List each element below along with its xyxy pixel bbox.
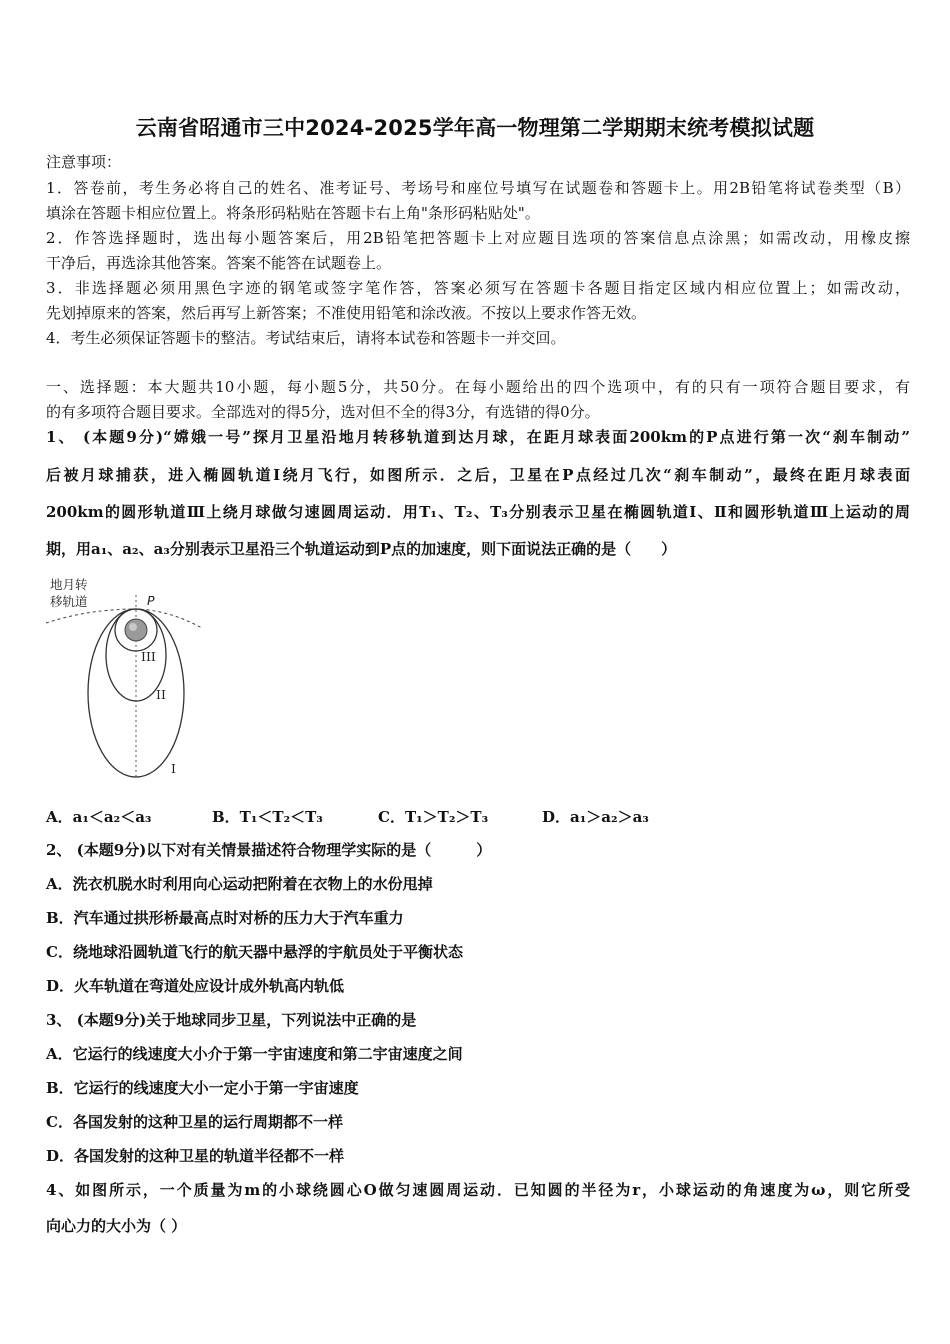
moon-icon [125, 619, 147, 641]
notice-line: 1．答卷前，考生务必将自己的姓名、准考证号、考场号和座位号填写在试题卷和答题卡上。用2B铅笔将试卷类型（B） [46, 179, 910, 197]
exam-title: 云南省昭通市三中2024-2025学年高一物理第二学期期末统考模拟试题 [135, 116, 815, 140]
q1-option-d: D．a₁＞a₂＞a₃ [542, 808, 649, 826]
label-orbit-2: II [156, 687, 166, 702]
q2-option-c: C．绕地球沿圆轨道飞行的航天器中悬浮的宇航员处于平衡状态 [46, 943, 463, 961]
label-point-p: P [147, 593, 155, 608]
label-orbit-1: I [171, 761, 176, 776]
q3-stem: 3、 (本题9分)关于地球同步卫星，下列说法中正确的是 [46, 1011, 417, 1029]
q2-option-b: B．汽车通过拱形桥最高点时对桥的压力大于汽车重力 [46, 909, 404, 927]
q3-option-c: C．各国发射的这种卫星的运行周期都不一样 [46, 1113, 343, 1131]
notice-line: 2．作答选择题时，选出每小题答案后，用2B铅笔把答题卡上对应题目选项的答案信息点涂黑；如需改动，用橡皮擦 [46, 229, 910, 247]
q2-option-d: D．火车轨道在弯道处应设计成外轨高内轨低 [46, 977, 345, 995]
q3-option-a: A．它运行的线速度大小介于第一宇宙速度和第二宇宙速度之间 [46, 1045, 463, 1063]
q2-option-a: A．洗衣机脱水时利用向心运动把附着在衣物上的水份甩掉 [46, 875, 433, 893]
q1-option-a: A．a₁＜a₂＜a₃ [46, 808, 152, 826]
q1-stem-line: 后被月球捕获，进入椭圆轨道Ⅰ绕月飞行，如图所示．之后，卫星在P点经过几次“刹车制动”，最终在距月球表面 [46, 466, 910, 484]
q1-stem-line: 1、 (本题9分)“嫦娥一号”探月卫星沿地月转移轨道到达月球，在距月球表面200km的P点进行第一次“刹车制动” [46, 428, 910, 446]
q1-option-c: C．T₁＞T₂＞T₃ [378, 808, 489, 826]
section-instructions: 的有多项符合题目要求。全部选对的得5分，选对但不全的得3分，有选错的得0分。 [46, 403, 600, 421]
notice-line: 填涂在答题卡相应位置上。将条形码粘贴在答题卡右上角"条形码粘贴处"。 [46, 204, 540, 222]
q1-stem-line: 期，用a₁、a₂、a₃分别表示卫星沿三个轨道运动到P点的加速度，则下面说法正确的是（ ） [46, 540, 677, 558]
label-transfer-orbit-2: 移轨道 [50, 594, 88, 609]
q4-stem-line: 4、如图所示，一个质量为m的小球绕圆心O做匀速圆周运动．已知圆的半径为r，小球运动的角速度为ω，则它所受 [46, 1181, 910, 1199]
q1-stem-line: 200km的圆形轨道Ⅲ上绕月球做匀速圆周运动．用T₁、T₂、T₃分别表示卫星在椭圆轨道Ⅰ、Ⅱ和圆形轨道Ⅲ上运动的周 [46, 503, 910, 521]
label-transfer-orbit-1: 地月转 [50, 577, 88, 592]
section-instructions: 一、选择题：本大题共10小题，每小题5分，共50分。在每小题给出的四个选项中，有的只有一项符合题目要求，有 [46, 378, 910, 396]
q3-option-d: D．各国发射的这种卫星的轨道半径都不一样 [46, 1147, 345, 1165]
orbit-figure [44, 573, 204, 785]
notice-line: 3．非选择题必须用黑色字迹的钢笔或签字笔作答，答案必须写在答题卡各题目指定区域内相应位置上；如需改动， [46, 279, 910, 297]
q3-option-b: B．它运行的线速度大小一定小于第一宇宙速度 [46, 1079, 359, 1097]
q4-stem-line: 向心力的大小为（ ） [46, 1217, 187, 1235]
notice-heading: 注意事项： [46, 153, 122, 171]
q2-stem: 2、 (本题9分)以下对有关情景描述符合物理学实际的是（ ） [46, 841, 492, 859]
label-orbit-3: III [141, 649, 156, 664]
notice-line: 干净后，再选涂其他答案。答案不能答在试题卷上。 [46, 254, 392, 272]
moon-highlight [129, 623, 137, 631]
notice-line: 先划掉原来的答案，然后再写上新答案；不准使用铅笔和涂改液。不按以上要求作答无效。 [46, 304, 647, 322]
notice-line: 4．考生必须保证答题卡的整洁。考试结束后，请将本试卷和答题卡一并交回。 [46, 329, 566, 347]
q1-option-b: B．T₁＜T₂＜T₃ [212, 808, 323, 826]
